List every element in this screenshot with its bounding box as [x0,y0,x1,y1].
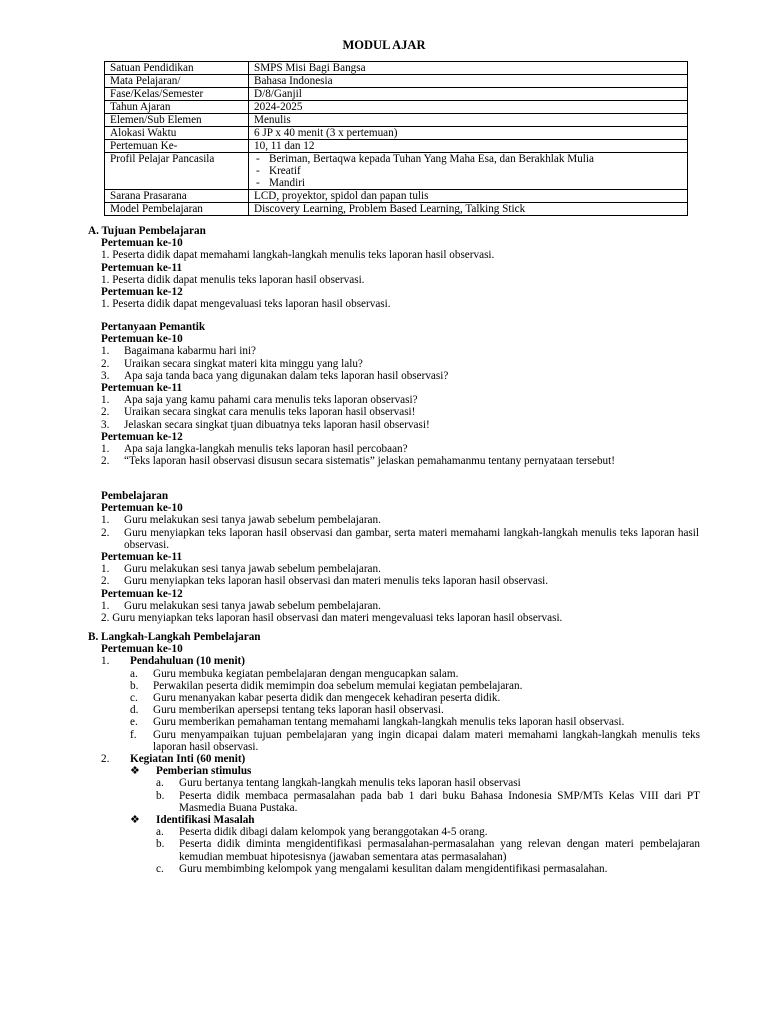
list-text: Guru melakukan sesi tanya jawab sebelum pembelajaran. [124,563,381,576]
info-table [104,61,688,216]
list-text: Guru memberikan apersepsi tentang teks laporan hasil observasi. [153,704,444,717]
list-item: Beriman, Bertaqwa kepada Tuhan Yang Maha Esa, dan Berakhlak Mulia [269,153,594,165]
section-heading: A. Tujuan Pembelajaran [88,225,206,237]
table-value: 2024-2025 [249,101,688,114]
table-label: Mata Pelajaran/ [105,75,249,88]
list-item [101,345,699,357]
list-item: 1. Peserta didik dapat mengevaluasi teks laporan hasil observasi. [101,298,391,311]
list-letter: d. [130,704,139,717]
table-row [105,127,688,140]
bullet: - [256,153,260,165]
list-item: 1. Peserta didik dapat menulis teks laporan hasil observasi. [101,273,365,286]
list-text: “Teks laporan hasil observasi disusun secara sistematis” jelaskan pemahamanmu tentany pernyataan tersebut! [124,455,615,468]
list-letter: f. [130,728,137,741]
section-pemantik [101,321,699,467]
list-item [156,838,700,862]
meeting-heading: Pertemuan ke-10 [101,237,183,250]
list-item [101,443,699,455]
table-value: LCD, proyektor, spidol dan papan tulis [249,190,688,203]
list-item [101,575,699,587]
meeting-heading: Pertemuan ke-12 [101,430,183,443]
list-item [130,704,700,716]
section-pembelajaran [101,490,699,624]
list-text: Guru melakukan sesi tanya jawab sebelum pembelajaran. [124,599,381,612]
list-number: 1. [101,599,110,612]
table-row [105,190,688,203]
table-label: Elemen/Sub Elemen [105,114,249,127]
step-heading: Kegiatan Inti (60 menit) [130,753,246,766]
list-letter: a. [130,667,138,680]
list-text: Guru melakukan sesi tanya jawab sebelum pembelajaran. [124,514,381,527]
list-number: 3. [101,418,110,431]
list-text: Apa saja tanda baca yang digunakan dalam teks laporan hasil observasi? [124,369,449,382]
diamond-bullet-icon: ❖ [130,765,141,778]
sub-step-heading: Identifikasi Masalah [156,814,255,827]
list-number: 3. [101,369,110,382]
list-number: 2. [101,753,110,766]
list-item [130,729,700,753]
meeting-heading: Pertemuan ke-10 [101,643,183,656]
section-langkah [88,631,700,875]
section-heading: Pertanyaan Pemantik [101,321,206,333]
table-label: Sarana Prasarana [105,190,249,203]
list-item [101,406,699,418]
diamond-bullet-icon: ❖ [130,814,141,827]
list-letter: b. [156,838,165,851]
list-number: 1. [101,655,110,668]
list-text: Apa saja langka-langkah menulis teks laporan hasil percobaan? [124,443,408,456]
meeting-heading: Pertemuan ke-12 [101,587,183,600]
meeting-heading: Pertemuan ke-11 [101,551,183,564]
bullet: - [256,177,260,189]
list-text: Peserta didik diminta mengidentifikasi permasalahan-permasalahan yang relevan dengan materi pembelajaran kemudian membuat hipotesisnya (jawaban sementara atas permasalahan) [179,838,700,863]
table-row [105,140,688,153]
table-label: Model Pembelajaran [105,203,249,216]
bullet: - [256,165,260,177]
sub-step-identifikasi [130,814,700,826]
list-item [101,370,699,382]
list-text: Guru membuka kegiatan pembelajaran dengan mengucapkan salam. [153,667,459,680]
list-item [130,716,700,728]
table-value: Menulis [249,114,688,127]
list-text: Guru menyampaikan tujuan pembelajaran yang ingin dicapai dalam materi memahami langkah-langkah menulis teks laporan hasil observasi. [153,728,700,753]
list-item: 1. Peserta didik dapat memahami langkah-langkah menulis teks laporan hasil observasi. [101,249,495,262]
list-number: 1. [101,443,110,456]
list-item [156,826,700,838]
list-item [156,790,700,814]
list-item [101,419,699,431]
list-text: Peserta didik membaca permasalahan pada bab 1 dari buku Bahasa Indonesia SMP/MTs Kelas VIII dari PT Masmedia Buana Pustaka. [179,789,700,814]
list-item [101,527,699,551]
list-item [101,358,699,370]
list-text: Guru menanyakan kabar peserta didik dan mengecek kehadiran peserta didik. [153,692,501,705]
table-row-profil [105,153,688,190]
list-item [130,680,700,692]
step-heading: Pendahuluan (10 menit) [130,655,245,668]
list-letter: c. [130,692,138,705]
list-item [156,777,700,789]
sub-step-heading: Pemberian stimulus [156,765,252,778]
step-inti [101,753,700,765]
list-letter: e. [130,716,138,729]
list-number: 2. [101,455,110,468]
document-title: MODUL AJAR [342,38,426,52]
table-row [105,101,688,114]
list-text: Bagaimana kabarmu hari ini? [124,345,257,358]
table-value: 10, 11 dan 12 [249,140,688,153]
table-row [105,114,688,127]
table-label: Alokasi Waktu [105,127,249,140]
table-value: Bahasa Indonesia [249,75,688,88]
list-item [101,455,699,467]
list-text: Uraikan secara singkat cara menulis teks laporan hasil observasi! [124,406,416,419]
list-letter: a. [156,826,164,839]
table-row [105,203,688,216]
list-item: 2. Guru menyiapkan teks laporan hasil observasi dan materi mengevaluasi teks laporan hasil observasi. [101,612,563,625]
table-value: Discovery Learning, Problem Based Learning, Talking Stick [249,203,688,216]
meeting-heading: Pertemuan ke-11 [101,382,183,395]
list-item [130,668,700,680]
sub-step-stimulus [130,765,700,777]
list-text: Uraikan secara singkat materi kita minggu yang lalu? [124,357,363,370]
list-text: Perwakilan peserta didik memimpin doa sebelum memulai kegiatan pembelajaran. [153,679,523,692]
table-label: Fase/Kelas/Semester [105,88,249,101]
list-text: Jelaskan secara singkat tjuan dibuatnya teks laporan hasil observasi! [124,418,430,431]
table-value: D/8/Ganjil [249,88,688,101]
meeting-heading: Pertemuan ke-10 [101,502,183,515]
list-number: 2. [101,575,110,588]
step-pendahuluan [101,655,700,667]
list-text: Guru bertanya tentang langkah-langkah menulis teks laporan hasil observasi [179,777,521,790]
table-label: Satuan Pendidikan [105,62,249,75]
table-label: Pertemuan Ke- [105,140,249,153]
table-value: 6 JP x 40 menit (3 x pertemuan) [249,127,688,140]
list-text: Guru menyiapkan teks laporan hasil observasi dan gambar, serta materi memahami langkah-langkah menulis teks laporan hasil observasi. [124,526,699,551]
table-row [105,75,688,88]
list-text: Guru memberikan pemahaman tentang memahami langkah-langkah menulis teks laporan hasil observasi. [153,716,625,729]
section-heading: B. Langkah-Langkah Pembelajaran [88,631,261,643]
list-item [101,394,699,406]
list-text: Guru membimbing kelompok yang mengalami kesulitan dalam mengidentifikasi permasalahan. [179,862,608,875]
list-item [101,600,699,612]
meeting-heading: Pertemuan ke-10 [101,333,183,346]
list-item: Kreatif [269,165,301,177]
list-item [130,692,700,704]
list-letter: a. [156,777,164,790]
list-number: 2. [101,406,110,419]
list-number: 2. [101,357,110,370]
list-letter: b. [130,679,139,692]
table-row [105,88,688,101]
table-value: SMPS Misi Bagi Bangsa [249,62,688,75]
list-item [156,863,700,875]
section-heading: Pembelajaran [101,490,169,502]
profil-list [249,153,688,190]
list-number: 2. [101,526,110,539]
list-letter: c. [156,862,164,875]
list-number: 1. [101,563,110,576]
list-item [101,514,699,526]
section-tujuan [88,225,700,310]
meeting-heading: Pertemuan ke-11 [101,261,183,274]
list-text: Apa saja yang kamu pahami cara menulis teks laporan observasi? [124,394,418,407]
list-item: Mandiri [269,177,306,189]
table-row [105,62,688,75]
list-number: 1. [101,345,110,358]
list-item [101,563,699,575]
table-label: Profil Pelajar Pancasila [105,153,249,190]
table-label: Tahun Ajaran [105,101,249,114]
list-letter: b. [156,789,165,802]
list-number: 1. [101,394,110,407]
meeting-heading: Pertemuan ke-12 [101,286,183,299]
list-text: Peserta didik dibagi dalam kelompok yang beranggotakan 4-5 orang. [179,826,488,839]
list-number: 1. [101,514,110,527]
list-text: Guru menyiapkan teks laporan hasil observasi dan materi menulis teks laporan hasil observasi. [124,575,549,588]
